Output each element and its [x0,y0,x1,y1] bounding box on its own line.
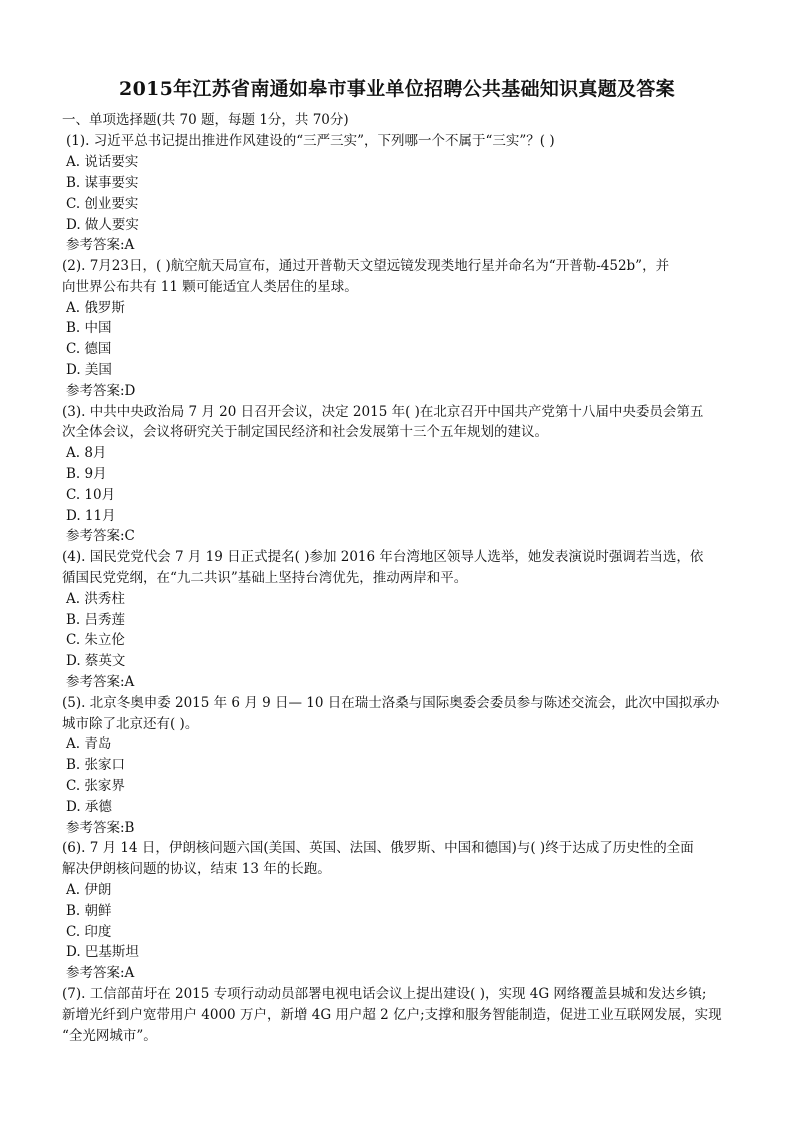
question-2-line-1: (2). 7月23日，( )航空航天局宣布，通过开普勒天文望远镜发现类地行星并命名为“开普勒-452b”，并 [62,258,670,274]
question-6-option-a: A. 伊朗 [66,882,112,898]
question-5-line-2: 城市除了北京还有( )。 [62,716,199,732]
question-2-option-b: B. 中国 [66,320,112,336]
question-4-option-c: C. 朱立伦 [66,632,125,648]
question-5-option-b: B. 张家口 [66,757,126,773]
section-heading: 一、单项选择题(共 70 题，每题 1分，共 70分) [62,112,349,128]
question-6-line-1: (6). 7 月 14 日，伊朗核问题六国(美国、英国、法国、俄罗斯、中国和德国)与( )终于达成了历史性的全面 [62,840,694,856]
question-7-line-3: “全光网城市”。 [62,1028,157,1044]
question-1-line-1: (1). 习近平总书记提出推进作风建设的“三严三实”，下列哪一个不属于“三实”？( ) [66,133,555,149]
question-5-option-d: D. 承德 [66,799,112,815]
question-1-option-a: A. 说话要实 [66,154,139,170]
question-6-option-c: C. 印度 [66,924,112,940]
question-2-line-2: 向世界公布共有 11 颗可能适宜人类居住的星球。 [62,279,358,295]
question-1-option-d: D. 做人要实 [66,217,139,233]
question-7-line-2: 新增光纤到户宽带用户 4000 万户，新增 4G 用户超 2 亿户;支撑和服务智能制造，促进工业互联网发展，实现 [62,1007,722,1023]
question-2-option-c: C. 德国 [66,341,112,357]
question-3-option-c: C. 10月 [66,487,116,503]
question-5-option-a: A. 青岛 [66,736,112,752]
question-4-answer: 参考答案:A [66,674,135,690]
question-4-line-1: (4). 国民党党代会 7 月 19 日正式提名( )参加 2016 年台湾地区领导人选举，她发表演说时强调若当选，依 [62,549,704,565]
question-6-option-d: D. 巴基斯坦 [66,944,139,960]
question-2-option-d: D. 美国 [66,362,112,378]
question-3-option-d: D. 11月 [66,508,116,524]
question-4-option-d: D. 蔡英文 [66,653,126,669]
question-4-option-b: B. 吕秀莲 [66,612,126,628]
question-3-answer: 参考答案:C [66,528,135,544]
question-6-answer: 参考答案:A [66,965,135,981]
question-5-option-c: C. 张家界 [66,778,125,794]
page-title: 2015年江苏省南通如皋市事业单位招聘公共基础知识真题及答案 [119,78,675,100]
question-5-line-1: (5). 北京冬奥申委 2015 年 6 月 9 日— 10 日在瑞士洛桑与国际奥委会委员参与陈述交流会，此次中国拟承办 [62,695,720,711]
question-3-option-b: B. 9月 [66,466,107,482]
question-3-line-1: (3). 中共中央政治局 7 月 20 日召开会议，决定 2015 年( )在北京召开中国共产党第十八届中央委员会第五 [62,404,704,420]
question-1-option-c: C. 创业要实 [66,196,139,212]
question-4-line-2: 循国民党党纲，在“九二共识”基础上坚持台湾优先，推动两岸和平。 [62,570,468,586]
question-1-answer: 参考答案:A [66,237,135,253]
question-3-option-a: A. 8月 [66,445,107,461]
question-6-line-2: 解决伊朗核问题的协议，结束 13 年的长跑。 [62,861,331,877]
question-6-option-b: B. 朝鲜 [66,903,112,919]
question-5-answer: 参考答案:B [66,820,135,836]
question-3-line-2: 次全体会议，会议将研究关于制定国民经济和社会发展第十三个五年规划的建议。 [62,424,548,440]
question-7-line-1: (7). 工信部苗圩在 2015 专项行动动员部署电视电话会议上提出建设( )，实现 4G 网络覆盖县城和发达乡镇; [62,986,707,1002]
question-2-option-a: A. 俄罗斯 [66,300,125,316]
question-1-option-b: B. 谋事要实 [66,175,139,191]
question-2-answer: 参考答案:D [66,383,136,399]
question-4-option-a: A. 洪秀柱 [66,591,125,607]
